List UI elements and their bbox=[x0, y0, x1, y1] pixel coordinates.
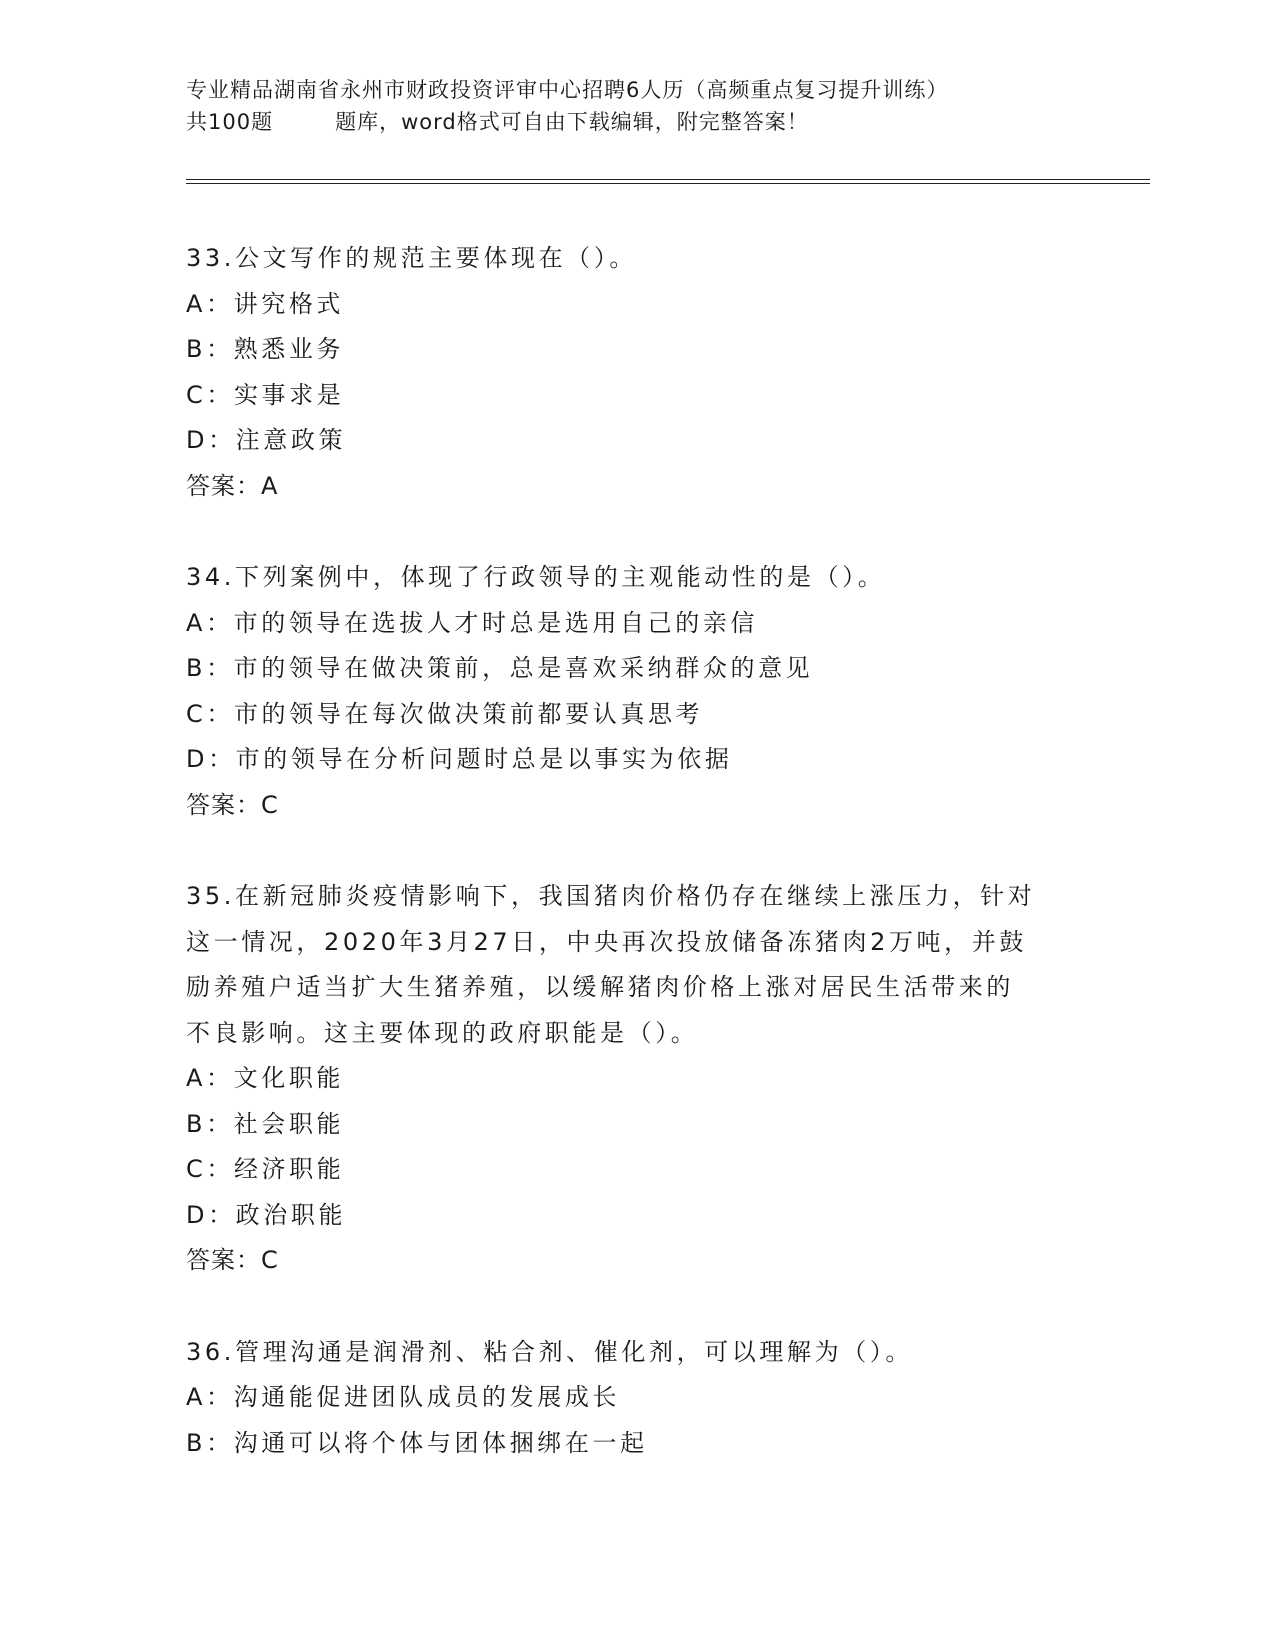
option-a: A：讲究格式 bbox=[186, 289, 345, 318]
header-divider-bottom bbox=[186, 183, 1150, 184]
question-stem: 33.公文写作的规范主要体现在（）。 bbox=[186, 244, 637, 272]
option-d: D：注意政策 bbox=[186, 426, 347, 454]
header-description: 题库，word格式可自由下载编辑，附完整答案！ bbox=[335, 110, 809, 134]
question-stem: 36.管理沟通是润滑剂、粘合剂、催化剂，可以理解为（）。 bbox=[186, 1337, 913, 1366]
question-36 bbox=[186, 1330, 1086, 1467]
question-35 bbox=[186, 874, 1086, 1284]
question-stem-line-1: 35.在新冠肺炎疫情影响下，我国猪肉价格仍存在继续上涨压力，针对 bbox=[186, 882, 1036, 910]
question-stem: 34.下列案例中，体现了行政领导的主观能动性的是（）。 bbox=[186, 563, 886, 591]
option-c: C：实事求是 bbox=[186, 380, 345, 409]
option-b: B：市的领导在做决策前，总是喜欢采纳群众的意见 bbox=[186, 654, 814, 682]
option-c: C：经济职能 bbox=[186, 1155, 345, 1183]
question-34 bbox=[186, 555, 1086, 828]
document-header bbox=[186, 74, 1146, 138]
header-subtitle bbox=[186, 106, 1146, 138]
question-stem-line-2: 这一情况，2020年3月27日，中央再次投放储备冻猪肉2万吨，并鼓 bbox=[186, 927, 1027, 956]
answer-line: 答案：C bbox=[186, 790, 279, 819]
answer-line: 答案：A bbox=[186, 471, 279, 500]
header-divider-top bbox=[186, 179, 1150, 180]
option-c: C：市的领导在每次做决策前都要认真思考 bbox=[186, 699, 704, 728]
answer-line: 答案：C bbox=[186, 1246, 279, 1274]
header-count: 共100题 bbox=[186, 110, 274, 134]
option-b: B：社会职能 bbox=[186, 1109, 345, 1138]
question-list bbox=[186, 236, 1086, 1512]
option-a: A：文化职能 bbox=[186, 1064, 345, 1092]
option-d: D：政治职能 bbox=[186, 1200, 347, 1229]
option-b: B：熟悉业务 bbox=[186, 335, 345, 363]
question-stem-line-4: 不良影响。这主要体现的政府职能是（）。 bbox=[186, 1018, 699, 1047]
question-33 bbox=[186, 236, 1086, 509]
question-stem-line-3: 励养殖户适当扩大生猪养殖，以缓解猪肉价格上涨对居民生活带来的 bbox=[186, 973, 1014, 1001]
option-d: D：市的领导在分析问题时总是以事实为依据 bbox=[186, 745, 733, 773]
option-b: B：沟通可以将个体与团体捆绑在一起 bbox=[186, 1428, 648, 1457]
option-a: A：沟通能促进团队成员的发展成长 bbox=[186, 1383, 621, 1411]
option-a: A：市的领导在选拔人才时总是选用自己的亲信 bbox=[186, 608, 759, 637]
header-title: 专业精品湖南省永州市财政投资评审中心招聘6人历（高频重点复习提升训练） bbox=[186, 78, 949, 102]
